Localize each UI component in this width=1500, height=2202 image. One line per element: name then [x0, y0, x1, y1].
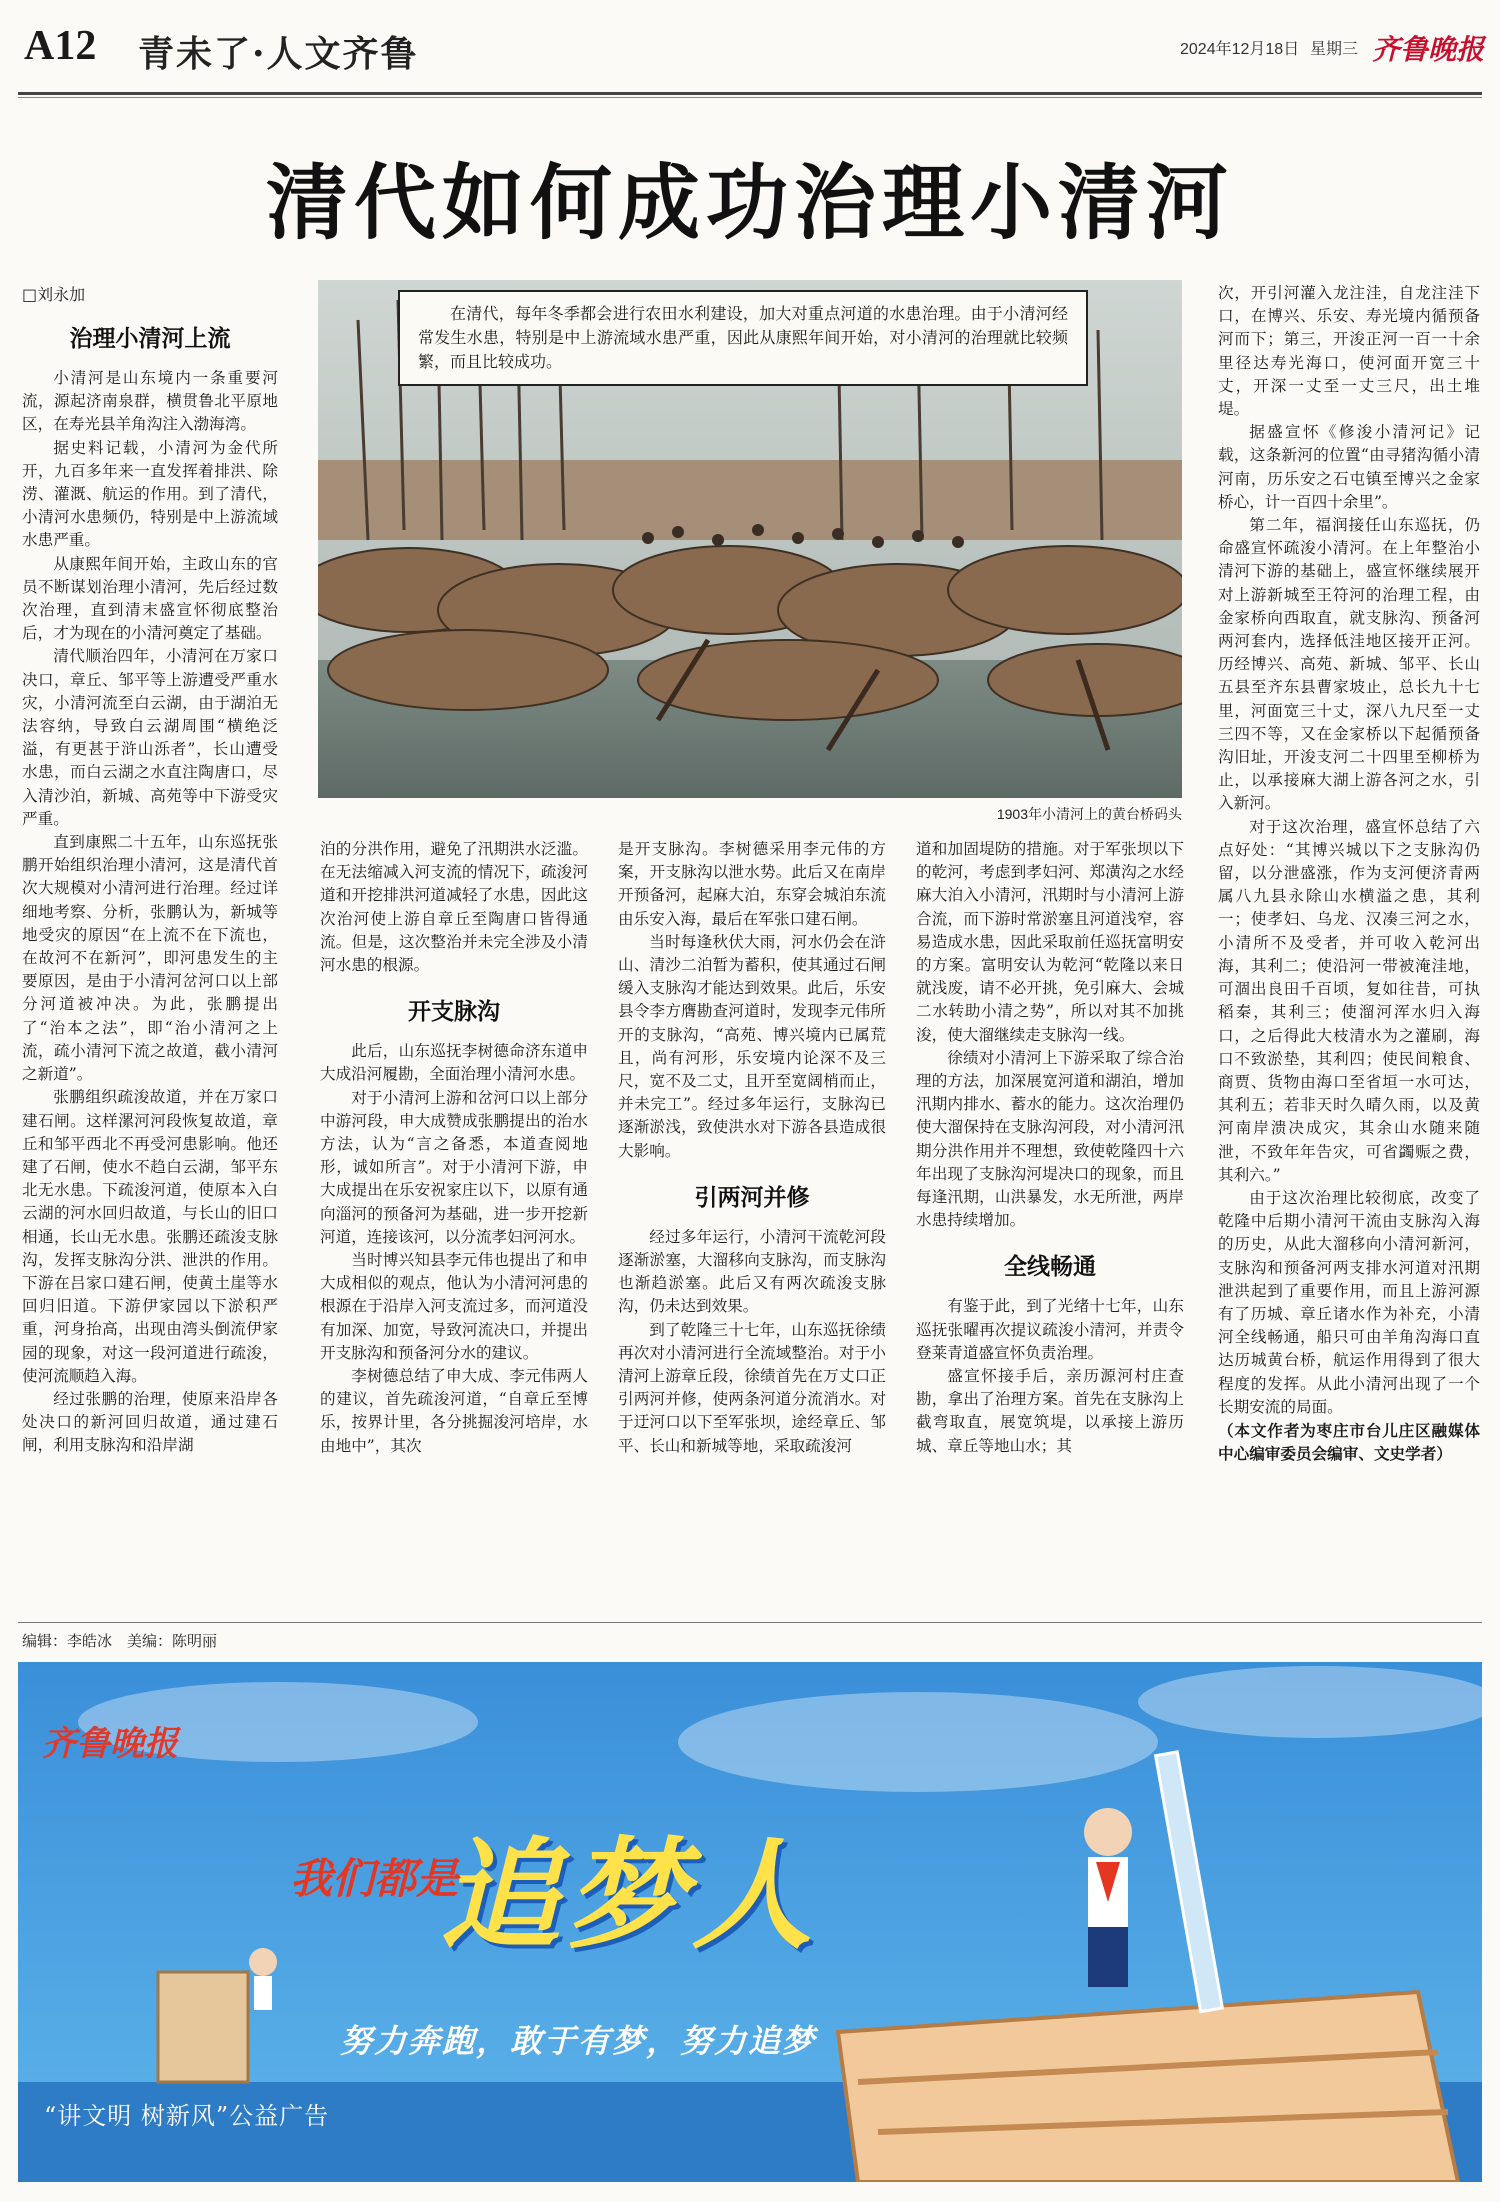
- section-subhead: 全线畅通: [1004, 1253, 1096, 1281]
- article-paragraph: 有鉴于此，到了光绪十七年，山东巡抚张曜再次提议疏浚小清河，并责令登莱青道盛宣怀负责治理。: [916, 1297, 1184, 1362]
- header-divider: [18, 92, 1482, 95]
- masthead-logo: 齐鲁晚报: [1372, 33, 1485, 66]
- article-column-2: [320, 838, 588, 1602]
- ad-title-main: 追梦人: [440, 1825, 818, 1966]
- article-paragraph: 由于这次治理比较彻底，改变了乾隆中后期小清河干流由支脉沟入海的历史，从此大溜移向小清河新河，支脉沟和预备河两支排水河道对汛期泄洪起到了重要作用，而且上游河源有了历城、章丘诸水作为补充，小清河全线畅通，船只可由羊角沟海口直达历城黄台桥，航运作用得到了很大程度的发挥。从此小清河出现了一个长期安流的局面。: [1218, 1188, 1480, 1416]
- issue-date: 2024年12月18日: [1180, 41, 1300, 58]
- ad-title-lead: 我们都是: [290, 1854, 459, 1903]
- photo-caption: 1903年小清河上的黄台桥码头: [996, 806, 1182, 822]
- header-divider-thin: [18, 97, 1482, 98]
- section-subhead: 开支脉沟: [408, 998, 500, 1026]
- section-title: 青未了·人文齐鲁: [138, 33, 419, 75]
- page-number: A12: [24, 23, 97, 69]
- article-paragraph: 据史料记载，小清河为金代所开，九百多年来一直发挥着排洪、除涝、灌溉、航运的作用。到了清代，小清河水患频仍，特别是中上游流域水患严重。: [22, 438, 278, 550]
- article-paragraph: 李树德总结了申大成、李元伟两人的建议，首先疏浚河道，“自章丘至博乐，按界计里，各分挑掘浚河培岸，水由地中”，其次: [320, 1367, 588, 1455]
- article-column-4: [916, 838, 1184, 1602]
- article-paragraph: 据盛宣怀《修浚小清河记》记载，这条新河的位置“由寻猪沟循小清河南，历乐安之石屯镇至博兴之金家桥心，计一百四十余里”。: [1218, 423, 1480, 511]
- article-paragraph: 是开支脉沟。李树德采用李元伟的方案，开支脉沟以泄水势。此后又在南岸开预备河，起麻大泊，东穿会城泊东流由乐安入海，最后在军张口建石闸。: [618, 840, 886, 928]
- article-paragraph: 清代顺治四年，小清河在万家口决口，章丘、邹平等上游遭受严重水灾，小清河流至白云湖，由于湖泊无法容纳，导致白云湖周围“横绝泛溢，有更甚于浒山泺者”，长山遭受水患，而白云湖之水直注陶唐口，尽入清沙泊，新城、高苑等中下游受灾严重。: [22, 647, 278, 828]
- article-paragraph: 当时每逢秋伏大雨，河水仍会在浒山、清沙二泊暂为蓄积，使其通过石闸缓入支脉沟才能达到效果。此后，乐安县令李方膺勘查河道时，发现李元伟所开的支脉沟，“高苑、博兴境内已属荒且，尚有河形，乐安境内论深不及三尺，宽不及二丈，且开至宽阔梢而止，并未完工”。经过多年运行，支脉沟已逐渐淤浅，致使洪水对下游各县造成很大影响。: [618, 932, 886, 1160]
- article-paragraph: 小清河是山东境内一条重要河流，源起济南泉群，横贯鲁北平原地区，在寿光县羊角沟注入渤海湾。: [22, 369, 278, 434]
- article-paragraph: 经过多年运行，小清河干流乾河段逐渐淤塞，大溜移向支脉沟，而支脉沟也渐趋淤塞。此后又有两次疏浚支脉沟，仍未达到效果。: [618, 1227, 886, 1316]
- ad-logo: 齐鲁晚报: [42, 1724, 178, 1764]
- article-paragraph: 道和加固堤防的措施。对于军张坝以下的乾河，考虑到孝妇河、郑潢沟之水经麻大泊入小清河，汛期时与小清河上游合流，而下游时常淤塞且河道浅窄，容易造成水患，因此采取前任巡抚富明安的方案。富明安认为乾河“乾隆以来日就浅废，请不必开挑，免引麻大、会城二水转助小清之势”，所以对其不加挑浚，使大溜继续走支脉沟一线。: [916, 840, 1184, 1044]
- section-subhead: 引两河并修: [694, 1183, 810, 1211]
- article-paragraph: 对于小清河上游和岔河口以上部分中游河段，申大成赞成张鹏提出的治水方法，认为“言之备悉，本道查阅地形，诚如所言”。对于小清河下游，申大成提出在乐安祝家庄以下，以原有通向淄河的预备河为基础，进一步开挖新河道，连接该河，以分流孝妇河河水。: [320, 1088, 588, 1246]
- article-paragraph: 第二年，福润接任山东巡抚，仍命盛宣怀疏浚小清河。在上年整治小清河下游的基础上，盛宣怀继续展开对上游新城至王符河的治理工程，由金家桥向西取直，就支脉沟、预备河两河套内，选择低洼地区接开正河。历经博兴、高苑、新城、邹平、长山五县至齐东县曹家坡止，总长九十七里，河面宽三十丈，深八九尺至一丈三四不等，又在金家桥以下起循预备沟旧址，开浚支河二十四里至柳桥为止，以承接麻大湖上游各河之水，引入新河。: [1218, 516, 1480, 813]
- article-paragraph: 张鹏组织疏浚故道，并在万家口建石闸。这样漯河河段恢复故道，章丘和邹平西北不再受河患影响。他还建了石闸，使水不趋白云湖，邹平东北无水患。下疏浚河道，使原本入白云湖的河水回归故道，与长山的旧口相通，长山无水患。张鹏还疏浚支脉沟，发挥支脉沟分洪、泄洪的作用。下游在吕家口建石闸，使黄土崖等水回归旧道。下游伊家园以下淤积严重，河身抬高，出现由湾头倒流伊家园的现象，对这一段河道进行疏浚，使河流顺趋入海。: [22, 1088, 278, 1385]
- article-paragraph: 此后，山东巡抚李树德命济东道申大成沿河履勘，全面治理小清河水患。: [320, 1042, 588, 1084]
- article-column-3: [618, 838, 886, 1602]
- article-headline: 清代如何成功治理小清河: [265, 155, 1234, 251]
- article-paragraph: 对于这次治理，盛宣怀总结了六点好处：“其博兴城以下之支脉沟仍留，以分泄盛涨，作为支河便济青两属八九县永除山水横溢之患，其利一；使孝妇、乌龙、汉凑三河之水，小清所不及受者，并可收入乾河出海，其利二；使沿河一带被淹洼地，可涸出良田千百顷，复如往昔，可执稻秦，其利三；使溜河浑水归入海口，之后得此大枝清水为之灌刷，海口不致淤垫，其利四；使民间粮食、商贾、货物由海口至省垣一水可达，其利五；若非天时久晴久雨，以及黄河南岸溃决成灾，其余山水随来随泄，不致年年告灾，可省蠲赈之费，其利六。”: [1218, 817, 1480, 1184]
- article-paragraph: 次，开引河灌入龙注洼，自龙注洼下口，在博兴、乐安、寿光境内循预备河而下；第三，开浚正河一百一十余里径达寿光海口，使河面开宽三十丈，开深一丈至一丈三尺，出土堆堤。: [1218, 284, 1480, 419]
- article-author: □刘永加: [22, 285, 86, 304]
- author-note: （本文作者为枣庄市台儿庄区融媒体中心编审委员会编审、文史学者）: [1218, 1420, 1480, 1464]
- article-paragraph: 经过张鹏的治理，使原来沿岸各处决口的新河回归故道，通过建石闸，利用支脉沟和沿岸湖: [22, 1389, 278, 1455]
- article-column-1: [22, 300, 278, 1602]
- issue-weekday: 星期三: [1310, 41, 1359, 58]
- ad-footnote: “讲文明 树新风”公益广告: [44, 2102, 330, 2130]
- section-subhead: 治理小清河上流: [69, 325, 231, 352]
- ad-slogan: 努力奔跑，敢于有梦，努力追梦: [340, 2023, 817, 2059]
- article-paragraph: 从康熙年间开始，主政山东的官员不断谋划治理小清河，先后经过数次治理，直到清末盛宣怀彻底整治后，才为现在的小清河奠定了基础。: [22, 554, 278, 643]
- footer-divider: [18, 1622, 1482, 1623]
- article-paragraph: 泊的分洪作用，避免了汛期洪水泛滥。在无法缩减入河支流的情况下，疏浚河道和开挖排洪河道减轻了水患，因此这次治河使上游自章丘至陶唐口皆得通流。但是，这次整治并未完全涉及小清河水患的根源。: [320, 840, 588, 975]
- article-paragraph: 直到康熙二十五年，山东巡抚张鹏开始组织治理小清河，这是清代首次大规模对小清河进行治理。经过详细地考察、分析，张鹏认为，新城等地受灾的原因“在上流不在下流也，在故河不在新河”，即河患发生的主要原因，是由于小清河岔河口以上部分河道被冲决。为此，张鹏提出了“治本之法”，即“治小清河之上流，疏小清河下流之故道，截小清河之新道”。: [22, 833, 278, 1084]
- article-paragraph: 到了乾隆三十七年，山东巡抚徐绩再次对小清河进行全流域整治。对于小清河上游章丘段，徐绩首先在万丈口正引两河并修，使两条河道分流消水。对于迂河口以下至军张坝，途经章丘、邹平、长山和新城等地，采取疏浚河: [618, 1320, 886, 1455]
- article-intro: 在清代，每年冬季都会进行农田水利建设，加大对重点河道的水患治理。由于小清河经常发生水患，特别是中上游流域水患严重，因此从康熙年间开始，对小清河的治理就比较频繁，而且比较成功。: [398, 290, 1088, 386]
- editor-credit: 编辑：李皓冰 美编：陈明丽: [22, 1633, 218, 1650]
- article-paragraph: 当时博兴知县李元伟也提出了和申大成相似的观点，他认为小清河河患的根源在于沿岸入河支流过多，而河道没有加深、加宽，导致河流决口，并提出开支脉沟和预备河分水的建议。: [320, 1251, 588, 1362]
- article-paragraph: 徐绩对小清河上下游采取了综合治理的方法，加深展宽河道和湖泊，增加汛期内排水、蓄水的能力。这次治理仍使大溜保持在支脉沟河段，对小清河汛期分洪作用并不理想，致使乾隆四十六年出现了支脉沟河堤决口的现象，而且每逢汛期，山洪暴发，水无所泄，两岸水患持续增加。: [916, 1048, 1184, 1230]
- article-paragraph: 盛宣怀接手后，亲历源河村庄查勘，拿出了治理方案。首先在支脉沟上截弯取直，展宽筑堤，以承接上游历城、章丘等地山水；其: [916, 1367, 1184, 1455]
- article-column-5: [1218, 282, 1480, 1602]
